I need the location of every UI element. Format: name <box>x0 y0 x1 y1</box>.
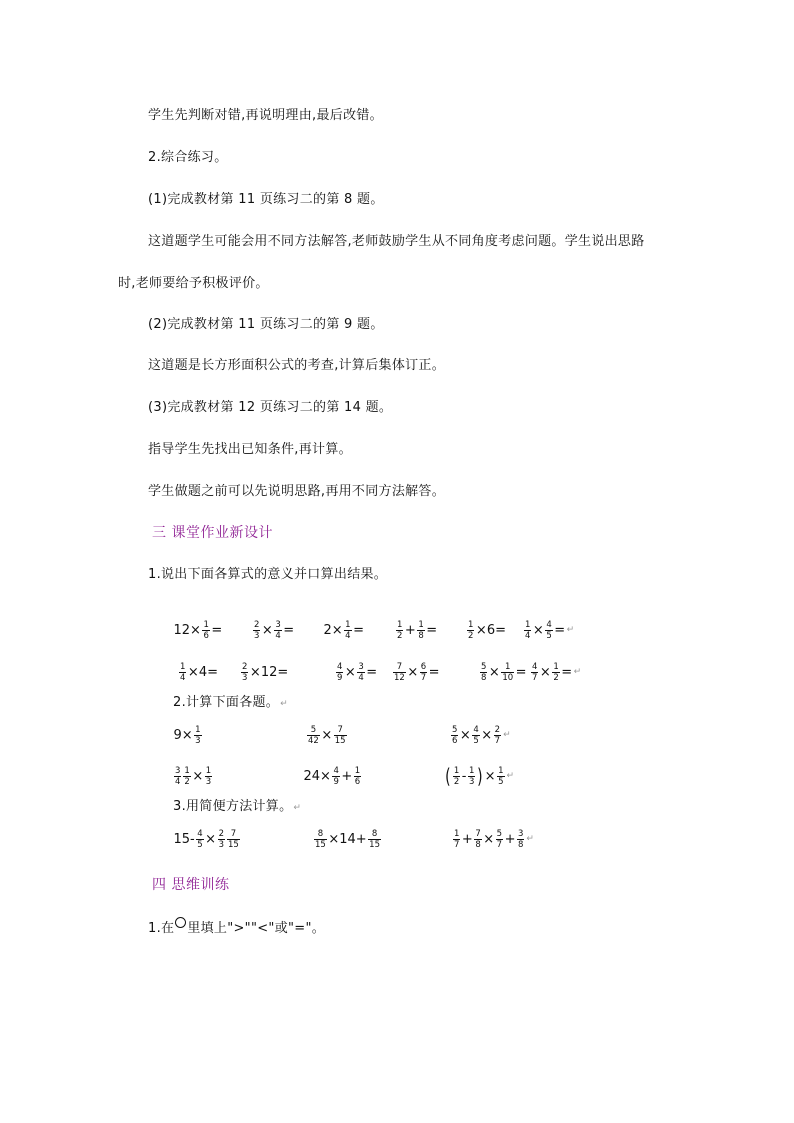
expression: $\frac{1}{4}$ ×4= <box>180 661 218 683</box>
paragraph-2: 2.综合练习。 <box>148 150 228 165</box>
paragraph-1: 学生先判断对错,再说明理由,最后改错。 <box>148 108 383 123</box>
expression: $\frac{2}{3}$ ×12= <box>242 661 289 683</box>
item-1-suffix: 里填上">""<"或"="。 <box>187 921 326 936</box>
section-3-item-1: 1.说出下面各算式的意义并口算出结果。 <box>148 567 388 582</box>
expression: $\frac{1}{2}$ + $\frac{1}{8}$ = <box>397 619 438 641</box>
paragraph-5: (2)完成教材第 11 页练习二的第 9 题。 <box>148 317 384 332</box>
expression: $\frac{5}{8}$ × $\frac{1}{10}$ = <box>481 661 527 683</box>
paragraph-3: (1)完成教材第 11 页练习二的第 8 题。 <box>148 192 384 207</box>
item-1-prefix: 1.在 <box>148 921 175 936</box>
paragraph-4: 这道题学生可能会用不同方法解答,老师鼓励学生从不同角度考虑问题。学生说出思路 <box>148 234 645 249</box>
expression: 15- $\frac{4}{5}$ × $\frac{2}{3}$ $\frac{7}{15}$ <box>173 828 239 850</box>
math-row-1 <box>0 615 794 645</box>
expression: $\frac{1}{2}$ ×6= <box>468 619 506 641</box>
expression: $\frac{1}{4}$ × $\frac{4}{5}$ = ↵ <box>525 619 575 641</box>
expression: $\frac{3}{4}$ $\frac{1}{2}$ × $\frac{1}{3}$ <box>175 765 212 787</box>
paragraph-6: 这道题是长方形面积公式的考查,计算后集体订正。 <box>148 358 446 373</box>
expression: 9× $\frac{1}{3}$ <box>173 724 201 746</box>
return-arrow-icon: ↵ <box>503 730 511 740</box>
return-arrow-icon: ↵ <box>573 667 582 677</box>
expression: $\frac{5}{42}$ × $\frac{7}{15}$ <box>308 724 346 746</box>
paragraph-7: (3)完成教材第 12 页练习二的第 14 题。 <box>148 400 393 415</box>
return-arrow-icon: ↵ <box>566 625 575 635</box>
section-3-item-2 <box>173 694 288 713</box>
paragraph-8: 指导学生先找出已知条件,再计算。 <box>148 442 352 457</box>
expression: 2× $\frac{1}{4}$ = <box>323 619 364 641</box>
expression: $\frac{4}{9}$ × $\frac{3}{4}$ = <box>337 661 378 683</box>
item-2-text: 2.计算下面各题。 <box>173 695 280 710</box>
section-3-heading: 三 课堂作业新设计 <box>152 525 273 541</box>
return-arrow-icon: ↵ <box>506 771 515 781</box>
paragraph-4-continued: 时,老师要给予积极评价。 <box>118 276 269 291</box>
return-arrow-icon: ↵ <box>293 803 302 813</box>
expression: ( $\frac{1}{2}$ - $\frac{1}{3}$ ) × $\frac{1}{5}$ ↵ <box>445 764 515 788</box>
math-row-3 <box>0 720 794 750</box>
expression: $\frac{5}{6}$ × $\frac{4}{5}$ × $\frac{2}{7}$ ↵ <box>452 724 511 746</box>
paragraph-9: 学生做题之前可以先说明思路,再用不同方法解答。 <box>148 484 446 499</box>
expression: $\frac{8}{15}$ ×14+ $\frac{8}{15}$ <box>315 828 380 850</box>
section-4-item-1 <box>148 917 325 938</box>
expression: $\frac{7}{12}$ × $\frac{6}{7}$ = <box>394 661 440 683</box>
section-3-item-3 <box>173 798 301 817</box>
expression: 12× $\frac{1}{6}$ = <box>173 619 223 641</box>
return-arrow-icon: ↵ <box>526 834 534 844</box>
math-row-4 <box>0 761 794 791</box>
expression: 24× $\frac{4}{9}$ + $\frac{1}{6}$ <box>303 765 361 787</box>
circle-icon <box>175 917 186 928</box>
math-row-2 <box>0 657 794 687</box>
section-4-heading: 四 思维训练 <box>152 877 230 893</box>
expression: $\frac{1}{7}$ + $\frac{7}{8}$ × $\frac{5}{7}$ + $\frac{3}{8}$ ↵ <box>454 828 534 850</box>
item-3-text: 3.用简便方法计算。 <box>173 799 293 814</box>
return-arrow-icon: ↵ <box>280 699 288 709</box>
expression: $\frac{4}{7}$ × $\frac{1}{2}$ = ↵ <box>532 661 582 683</box>
math-row-5 <box>0 824 794 854</box>
expression: $\frac{2}{3}$ × $\frac{3}{4}$ = <box>254 619 295 641</box>
